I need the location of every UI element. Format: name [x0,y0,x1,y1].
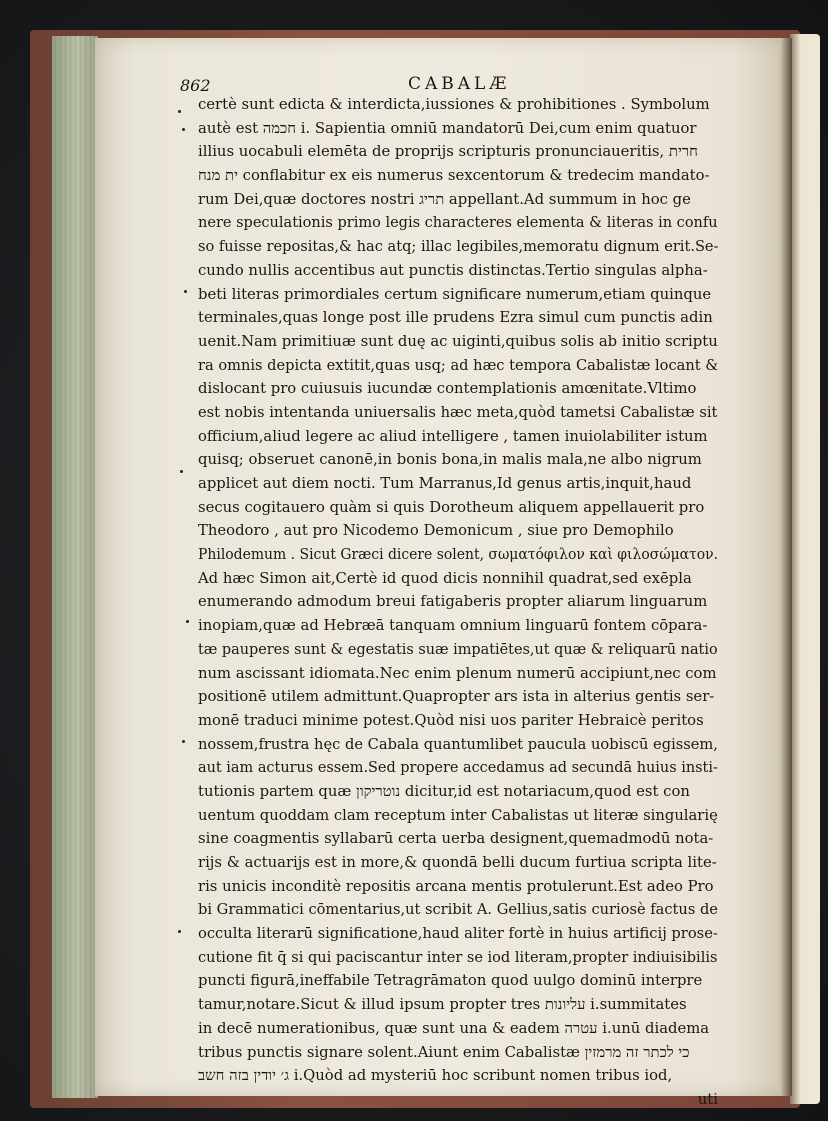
text-line: nossem,frustra hęc de Cabala quantumlibet paucula uobiscū egissem, [198,735,718,753]
text-line: num ascissant idiomata.Nec enim plenum numerū accipiunt,nec com [198,664,717,682]
text-line: tamur,notare.Sicut & illud ipsum propter tres עליונות i.summitates [198,996,687,1014]
text-line: secus cogitauero quàm si quis Dorotheum aliquem appellauerit pro [198,498,705,516]
ink-speck [182,128,185,131]
text-line: applicet aut diem nocti. Tum Marranus,Id genus artis,inquit,haud [198,475,692,492]
text-line: terminales,quas longe post ille prudens Ezra simul cum punctis adin [198,309,713,327]
text-line: monē traduci minime potest.Quòd nisi uos pariter Hebraicè peritos [198,711,704,729]
text-line: cutione fit q̄ si qui paciscantur inter se iod literam,propter indiuisibilis [198,948,718,966]
text-line: uentum quoddam clam receptum inter Cabalistas ut literæ singularię [198,806,718,824]
text-line: dislocant pro cuiusuis iucundæ contemplationis amœnitate.Vltimo [198,380,697,398]
text-line: in decē numerationibus, quæ sunt una & eadem עטרה i.unū diadema [198,1019,710,1037]
text-line: illius uocabuli elemēta de proprijs scripturis pronunciaueritis, חרית [198,143,698,161]
text-line: puncti figurā,ineffabile Tetragrāmaton quod uulgo dominū interpre [198,972,703,990]
ink-speck [186,620,189,623]
text-line: certè sunt edicta & interdicta,iussiones & prohibitiones . Symbolum [198,96,710,113]
running-head: CABALÆ [408,74,511,94]
text-line: Theodoro , aut pro Nicodemo Demonicum , siue pro Demophilo [198,522,674,540]
text-line: tutionis partem quæ נוטריקון dicitur,id est notariacum,quod est con [198,782,690,800]
text-line: sine coagmentis syllabarū certa uerba designent,quemadmodū nota- [198,830,714,848]
text-line: occulta literarū significatione,haud aliter fortè in huius artificij prose- [198,925,718,943]
page-gutter [780,38,792,1096]
page-number: 862 [180,76,211,95]
text-line: inopiam,quæ ad Hebræā tanquam omnium linguarū fontem cōpara- [198,617,708,635]
page-edges-shade [52,36,98,1098]
ink-speck [182,740,185,743]
text-line: Philodemum . Sicut Græci dicere solent, σωματόφιλον καὶ φιλοσώματον. [198,546,719,564]
text-line: ית מנח conflabitur ex eis numerus sexcentorum & tredecim mandato- [198,167,710,185]
ink-speck [184,290,187,293]
text-line: beti literas primordiales certum significare numerum,etiam quinque [198,285,712,303]
ink-speck [180,470,183,473]
text-line: tribus punctis signare solent.Aiunt enim Cabalistæ כי לכתר זה מרמזין [198,1043,690,1061]
text-line: cundo nullis accentibus aut punctis distinctas.Tertio singulas alpha- [198,261,708,279]
text-line: positionē utilem admittunt.Quapropter ars ista in alterius gentis ser- [198,688,715,706]
text-line: ris unicis inconditè repositis arcana mentis protulerunt.Est adeo Pro [198,877,714,895]
text-line: ג׳ יודין בזה חשב i.Quòd ad mysteriū hoc scribunt nomen tribus iod, [198,1067,673,1085]
ink-speck [178,930,181,933]
text-line: ra omnis depicta extitit,quas usq; ad hæc tempora Cabalistæ locant & [198,356,719,374]
text-line: officium,aliud legere ac aliud intelligere , tamen inuiolabiliter istum [198,427,708,445]
text-line: tæ pauperes sunt & egestatis suæ impatiētes,ut quæ & reliquarū natio [198,640,718,658]
text-line: rum Dei,quæ doctores nostri תריג appellant.Ad summum in hoc ge [198,190,691,208]
text-line: est nobis intentanda uniuersalis hæc meta,quòd tametsi Cabalistæ sit [198,403,718,421]
text-line: bi Grammatici cōmentarius,ut scribit A. Gellius,satis curiosè factus de [198,901,718,919]
text-line: uenit.Nam primitiuæ sunt duę ac uiginti,quibus solis ab initio scriptu [198,332,718,350]
text-line: quisq; obseruet canonē,in bonis bona,in malis mala,ne albo nigrum [198,451,702,469]
text-line: aut iam acturus essem.Sed propere accedamus ad secundā huius insti- [198,759,718,777]
text-line: Ad hæc Simon ait,Certè id quod dicis nonnihil quadrat,sed exēpla [198,569,692,587]
body-text [198,93,718,1112]
ink-speck [178,110,181,113]
text-line: autè est חכמה i. Sapientia omniū mandatorū Dei,cum enim quatuor [198,119,697,137]
text-line: nere speculationis primo legis characteres elementa & literas in confu [198,214,718,232]
text-line: uti [697,1090,718,1108]
text-line: enumerando admodum breui fatigaberis propter aliarum linguarum [198,593,708,611]
text-line: rijs & actuarijs est in more,& quondā belli ducum furtiua scripta lite- [198,854,717,871]
text-line: so fuisse repositas,& hac atq; illac legibiles,memoratu dignum erit.Se- [198,238,719,256]
facing-page-edge [790,34,820,1104]
